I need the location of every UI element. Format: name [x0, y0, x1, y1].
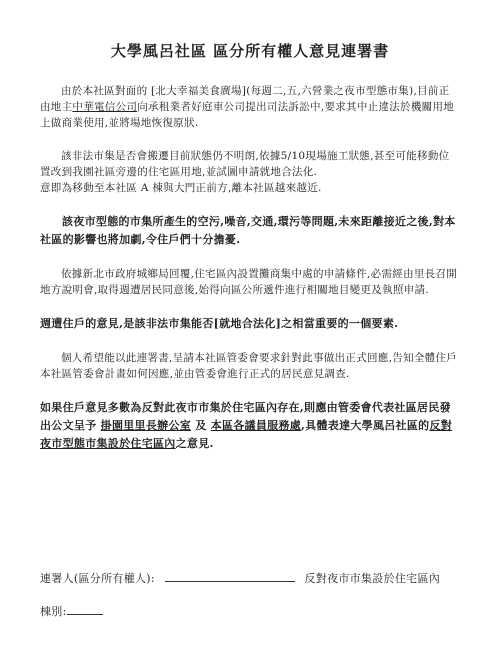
- unit-blank[interactable]: [67, 614, 103, 615]
- text-segment: 之意見.: [175, 437, 214, 450]
- paragraph-background: [40, 83, 460, 131]
- page-title: 大學風呂社區 區分所有權人意見連署書: [110, 42, 390, 60]
- signatory-label: 連署人(區分所有權人):: [40, 572, 155, 585]
- paragraph-key-factor: 週遭住戶的意見,是該非法市集能否[就地合法化]之相當重要的一個要素.: [40, 317, 399, 330]
- paragraph-concerns: 該夜市型態的市集所產生的空污,噪音,交通,環污等問題,未來距離接近之後,對本社區的影響也將加劇,令住戶們十分擔憂.: [40, 215, 456, 246]
- signature-statement: 反對夜市市集設於住宅區內: [304, 572, 441, 585]
- text-segment: 該非法市集是否會搬遷目前狀態仍不明朗,依據5/10現場施工狀態,甚至可能移動位置改到我園社區旁邊的住宅區用地,並試圖申請就地合法化.: [40, 150, 450, 178]
- paragraph-regulation: 依據新北市政府城鄉局回覆,住宅區內設置攤商集中處的申請條件,必需經由里長召開地方說明會,取得週遭居民同意後,始得向區公所遞件進行相關地目變更及執照申請.: [40, 268, 458, 296]
- unit-row: [40, 603, 103, 619]
- paragraph-action: [40, 399, 460, 453]
- councilor-offices: 本區各議員服務處: [210, 419, 302, 432]
- village-office: 掛園里里長辦公室: [100, 419, 192, 432]
- text-segment: 如果住戶意見多數為反對此夜市市集於住宅區內存在,則應由管委會代表社區居民發出公文呈予: [40, 401, 451, 432]
- text-segment: 意即為移動至本社區 A 棟與大門正前方,離本社區越來越近.: [40, 182, 322, 194]
- landowner-name: 中華電信公司: [72, 101, 138, 113]
- text-segment: 由於本社區對面的 [北大幸福美食廣場](每週二,五,六營業之夜市型態市集),目前正由地主: [40, 85, 450, 113]
- text-segment: 向承租業者好庭車公司提出司法訴訟中,要求其中止違法於機關用地上做商業使用,並將場地恢復原狀.: [40, 101, 455, 129]
- unit-label: 棟別:: [40, 605, 67, 618]
- opposition-statement: 反對夜市型態市集設於住宅區內: [40, 419, 453, 450]
- text-segment: 及: [195, 419, 207, 432]
- paragraph-request: 個人希望能以此連署書,呈請本社區管委會要求針對此事做出正式回應,告知全體住戶本社區管委會計畫如何因應,並由管委會進行正式的居民意見調查.: [40, 352, 458, 380]
- signature-row: [40, 570, 440, 586]
- paragraph-relocation: [40, 148, 460, 196]
- signature-blank[interactable]: [165, 581, 295, 582]
- text-segment: ,具體表達大學風呂社區的: [301, 419, 430, 432]
